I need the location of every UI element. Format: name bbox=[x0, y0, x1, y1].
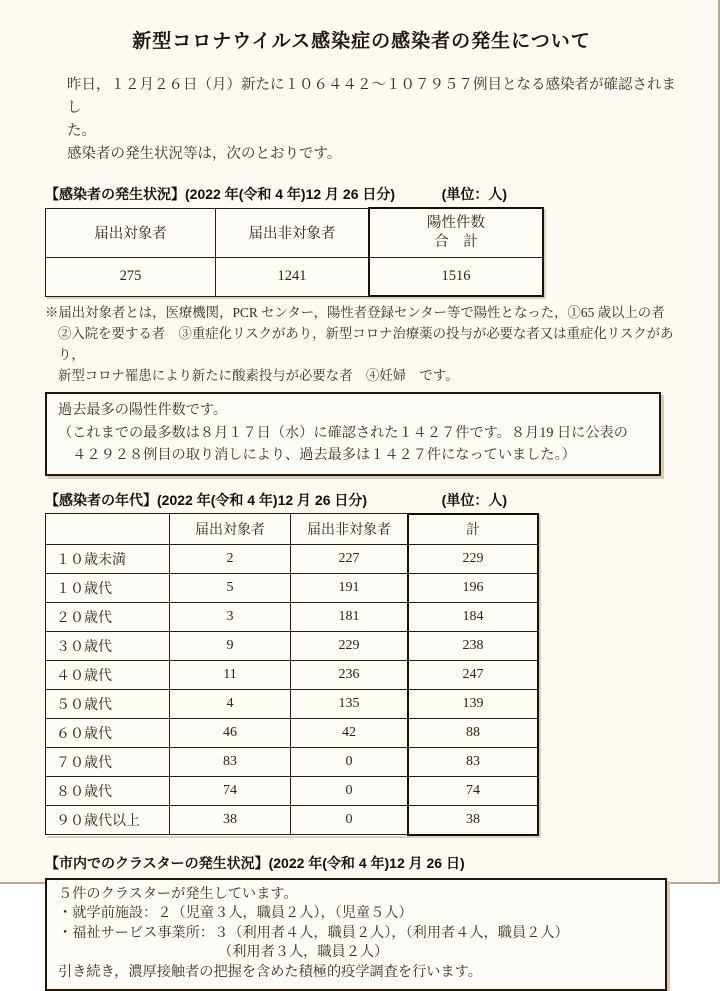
non-notified-count: 229 bbox=[291, 631, 409, 660]
notified-count: 5 bbox=[170, 573, 291, 602]
note-line: ※届出対象者とは，医療機関，PCR センター，陽性者登録センター等で陽性となった，①65 歳以上の者 bbox=[45, 302, 675, 323]
intro-line: 昨日，１２月２６日（月）新たに１０６４４２～１０７９５７例目となる感染者が確認されまし bbox=[67, 74, 678, 120]
notified-count: 38 bbox=[170, 805, 291, 835]
note-line: ②入院を要する者 ③重症化リスクがあり，新型コロナ治療薬の投与が必要な者又は重症化リスクがあり， bbox=[45, 323, 675, 365]
value-non-notified: 1241 bbox=[216, 258, 370, 297]
notified-count: 74 bbox=[170, 776, 291, 805]
intro-line: 感染者の発生状況等は，次のとおりです。 bbox=[67, 143, 678, 166]
col-header-total-line2: 合 計 bbox=[371, 233, 541, 252]
section-heading-text: 【市内でのクラスターの発生状況】(2022 年(令和 4 年)12 月 26 日) bbox=[45, 853, 465, 873]
record-box-line: 過去最多の陽性件数です。 bbox=[58, 399, 649, 422]
col-header-notified: 届出対象者 bbox=[46, 208, 216, 258]
notified-count: 4 bbox=[170, 689, 291, 718]
notified-definition-note bbox=[45, 302, 675, 386]
total-count: 139 bbox=[408, 689, 538, 718]
unit-label: (単位：人) bbox=[442, 490, 507, 510]
page-title: 新型コロナウイルス感染症の感染者の発生について bbox=[45, 26, 678, 53]
occurrence-table bbox=[45, 207, 544, 297]
non-notified-count: 42 bbox=[291, 718, 409, 747]
non-notified-count: 191 bbox=[291, 573, 409, 602]
non-notified-count: 227 bbox=[291, 544, 409, 573]
total-count: 74 bbox=[408, 776, 538, 805]
age-label: ２０歳代 bbox=[46, 602, 170, 631]
age-label: ６０歳代 bbox=[46, 718, 170, 747]
age-label: ８０歳代 bbox=[46, 776, 170, 805]
cluster-line: ・福祉サービス事業所：３（利用者４人，職員２人），（利用者４人，職員２人） bbox=[58, 924, 655, 944]
total-count: 88 bbox=[408, 718, 538, 747]
cluster-line: ５件のクラスターが発生しています。 bbox=[58, 885, 655, 905]
table-header-row bbox=[46, 208, 544, 258]
age-label: ９０歳代以上 bbox=[46, 805, 170, 835]
section-heading-occurrence bbox=[45, 184, 507, 204]
intro-paragraph bbox=[67, 74, 678, 166]
age-label: ３０歳代 bbox=[46, 631, 170, 660]
col-header-blank bbox=[46, 514, 170, 545]
col-header-non-notified: 届出非対象者 bbox=[216, 208, 370, 258]
record-box-line: （これまでの最多数は８月１７日（水）に確認された１４２７件です。８月19 日に公表の bbox=[58, 422, 649, 445]
non-notified-count: 0 bbox=[291, 805, 409, 835]
total-count: 83 bbox=[408, 747, 538, 776]
col-header-notified: 届出対象者 bbox=[170, 514, 291, 545]
notified-count: 9 bbox=[170, 631, 291, 660]
table-value-row bbox=[46, 258, 544, 297]
col-header-total: 計 bbox=[408, 514, 538, 545]
table-row bbox=[46, 631, 539, 660]
notified-count: 11 bbox=[170, 660, 291, 689]
cluster-line: （利用者３人，職員２人） bbox=[58, 943, 655, 963]
total-count: 38 bbox=[408, 805, 538, 835]
non-notified-count: 181 bbox=[291, 602, 409, 631]
total-count: 196 bbox=[408, 573, 538, 602]
table-row bbox=[46, 776, 539, 805]
non-notified-count: 0 bbox=[291, 776, 409, 805]
total-count: 238 bbox=[408, 631, 538, 660]
total-count: 184 bbox=[408, 602, 538, 631]
col-header-non-notified: 届出非対象者 bbox=[291, 514, 409, 545]
non-notified-count: 0 bbox=[291, 747, 409, 776]
table-header-row bbox=[46, 514, 539, 545]
table-row bbox=[46, 573, 539, 602]
table-row bbox=[46, 718, 539, 747]
unit-label: (単位：人) bbox=[442, 184, 507, 204]
total-count: 247 bbox=[408, 660, 538, 689]
section-heading-age bbox=[45, 490, 507, 510]
col-header-total bbox=[369, 208, 543, 258]
section-heading-text: 【感染者の発生状況】(2022 年(令和 4 年)12 月 26 日分) bbox=[45, 184, 395, 204]
cluster-box bbox=[45, 878, 667, 991]
age-label: ５０歳代 bbox=[46, 689, 170, 718]
age-label: １０歳代 bbox=[46, 573, 170, 602]
value-total: 1516 bbox=[369, 258, 543, 297]
value-notified: 275 bbox=[46, 258, 216, 297]
age-table bbox=[45, 513, 539, 836]
table-row bbox=[46, 689, 539, 718]
cluster-line: 引き続き，濃厚接触者の把握を含めた積極的疫学調査を行います。 bbox=[58, 963, 655, 983]
notified-count: 2 bbox=[170, 544, 291, 573]
age-label: ７０歳代 bbox=[46, 747, 170, 776]
non-notified-count: 236 bbox=[291, 660, 409, 689]
note-line: 新型コロナ罹患により新たに酸素投与が必要な者 ④妊婦 です。 bbox=[45, 365, 675, 386]
non-notified-count: 135 bbox=[291, 689, 409, 718]
table-row bbox=[46, 544, 539, 573]
col-header-total-line1: 陽性件数 bbox=[371, 214, 541, 233]
notified-count: 83 bbox=[170, 747, 291, 776]
section-heading-cluster bbox=[45, 853, 678, 873]
total-count: 229 bbox=[408, 544, 538, 573]
table-row bbox=[46, 660, 539, 689]
section-heading-text: 【感染者の年代】(2022 年(令和 4 年)12 月 26 日分) bbox=[45, 490, 367, 510]
record-high-box bbox=[45, 392, 661, 476]
age-label: １０歳未満 bbox=[46, 544, 170, 573]
cluster-line: ・就学前施設：２（児童３人，職員２人），（児童５人） bbox=[58, 904, 655, 924]
table-row bbox=[46, 602, 539, 631]
intro-line: た。 bbox=[67, 120, 678, 143]
record-box-line: ４２９２８例目の取り消しにより、過去最多は１４２７件になっていました。） bbox=[58, 444, 649, 467]
notified-count: 3 bbox=[170, 602, 291, 631]
age-label: ４０歳代 bbox=[46, 660, 170, 689]
table-row bbox=[46, 747, 539, 776]
table-row bbox=[46, 805, 539, 835]
notified-count: 46 bbox=[170, 718, 291, 747]
